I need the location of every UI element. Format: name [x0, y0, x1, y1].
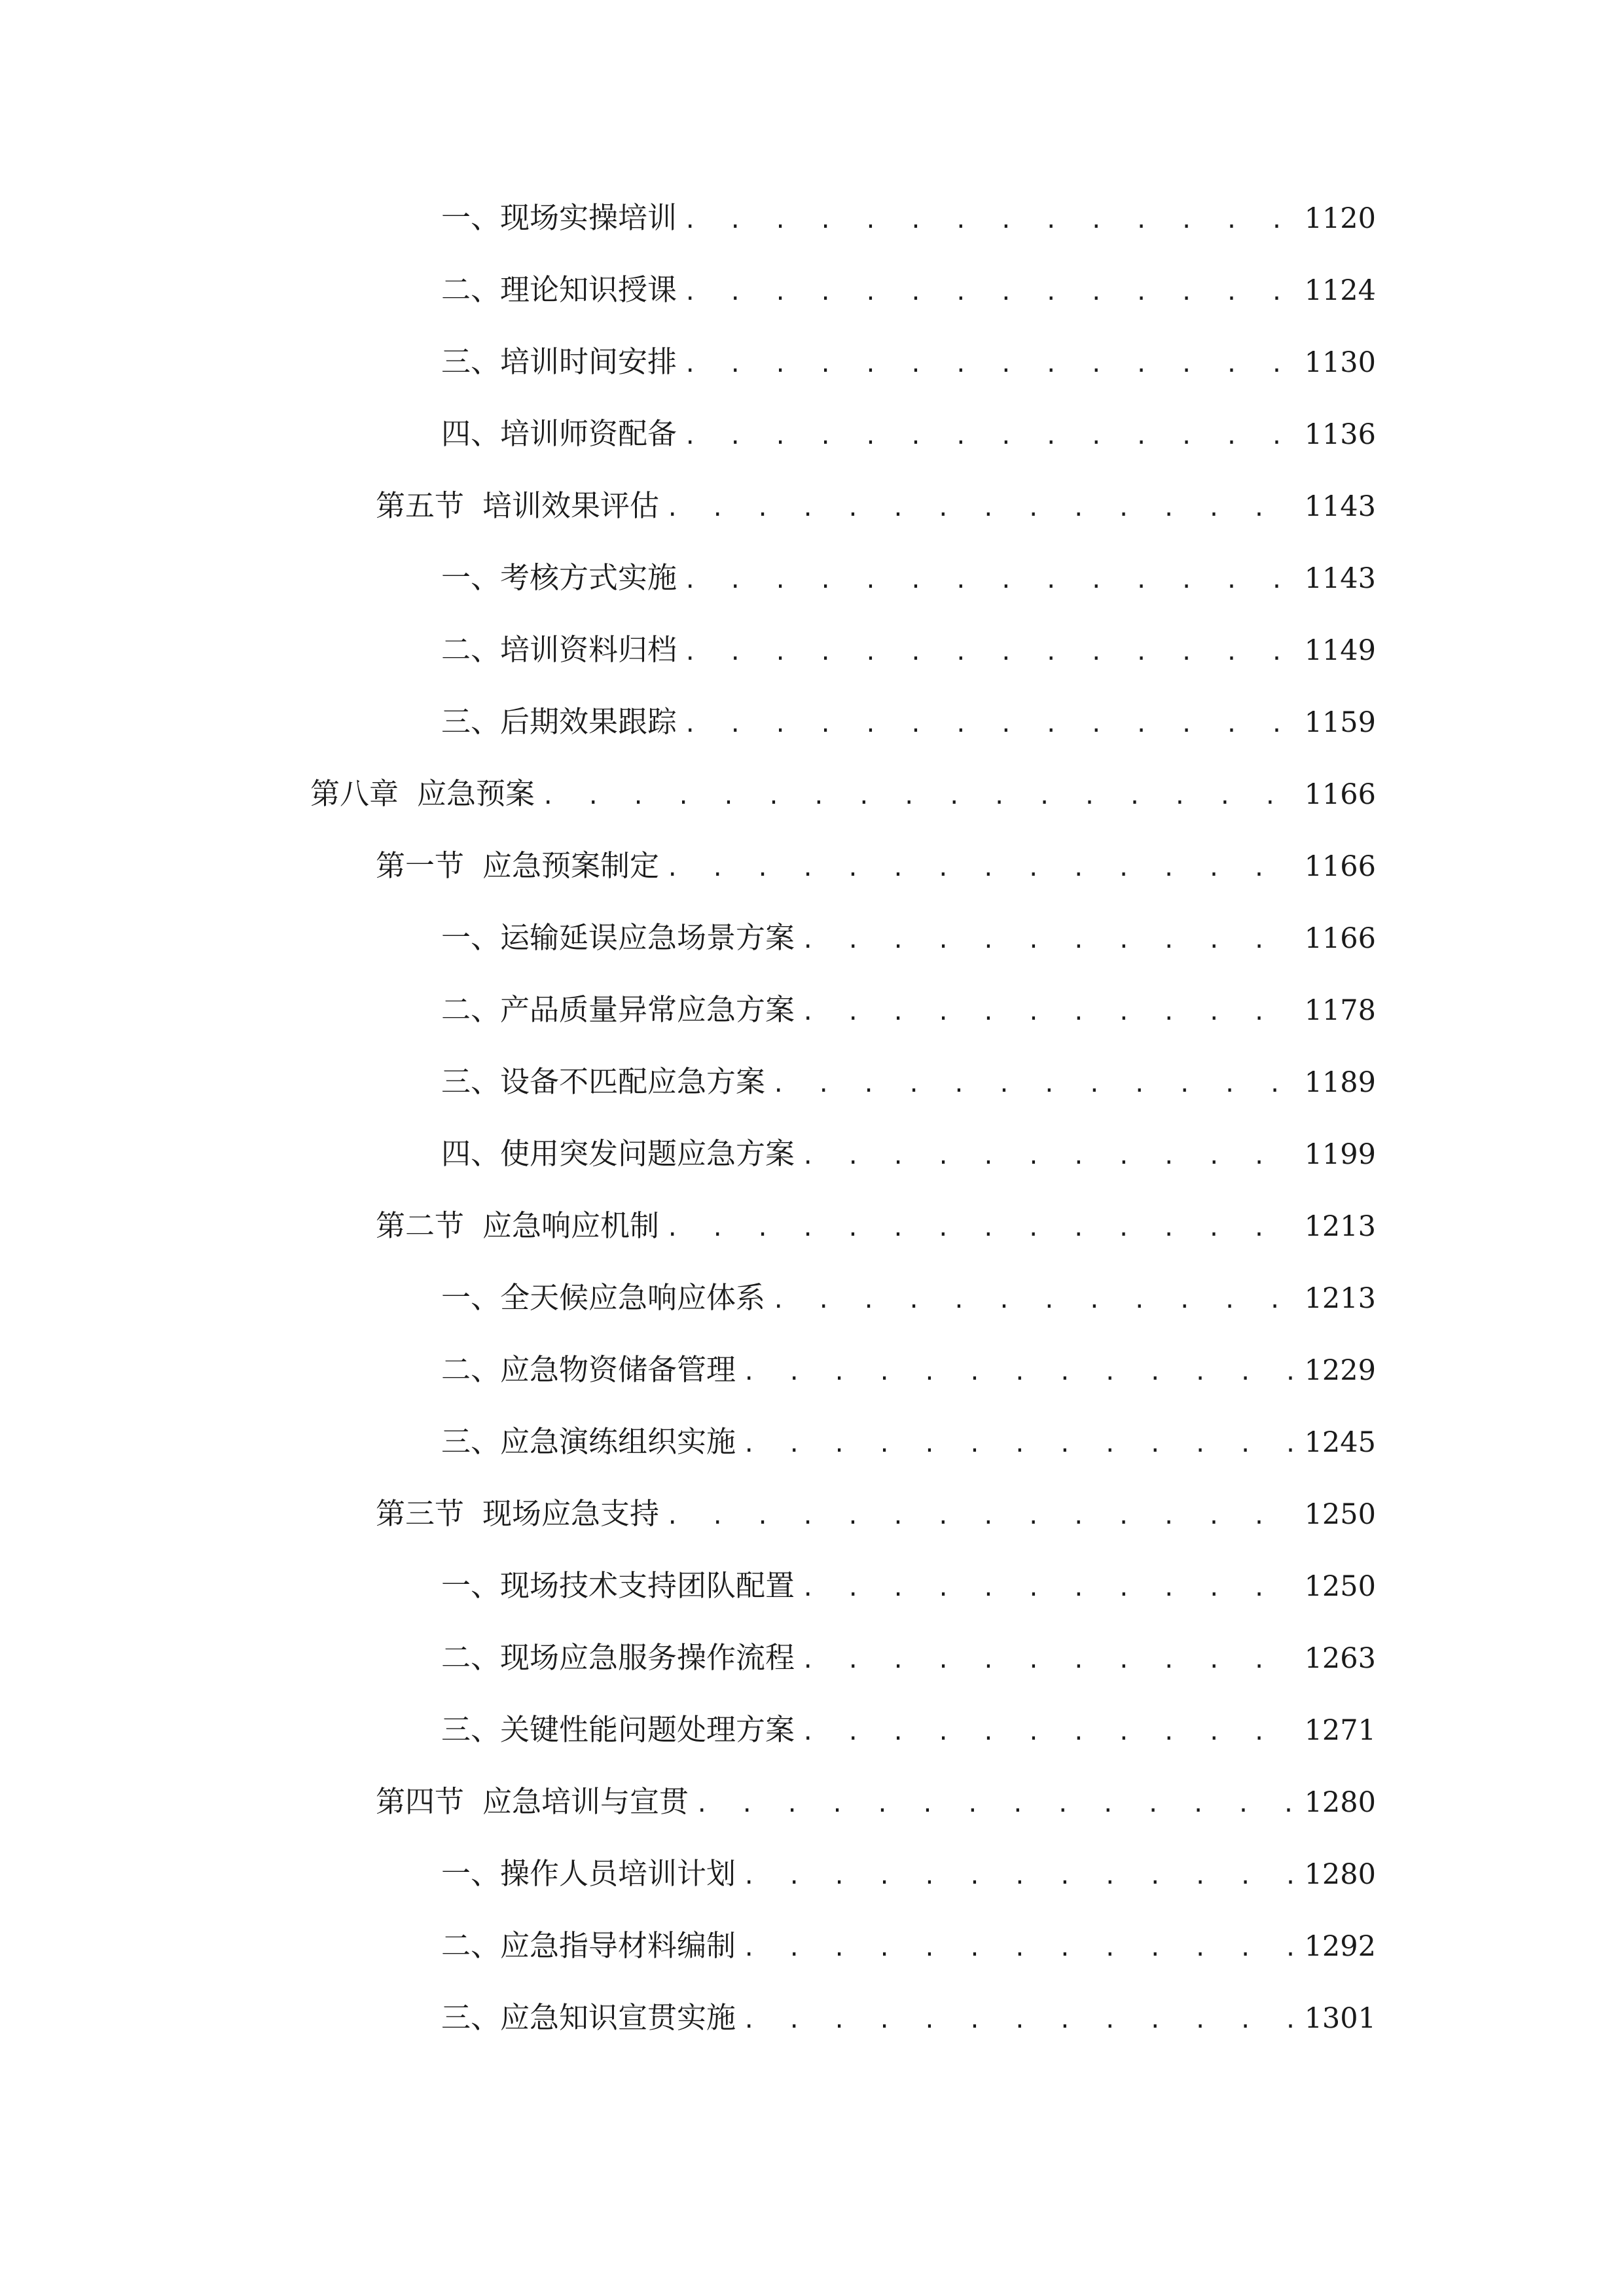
toc-entry[interactable] — [441, 1563, 1376, 1609]
toc-marker: 二、 — [441, 1352, 501, 1387]
toc-marker: 一、 — [441, 1568, 501, 1603]
toc-title: 关键性能问题处理方案 — [500, 1712, 795, 1747]
toc-entry[interactable] — [441, 1851, 1376, 1897]
dot-leader — [801, 1638, 1298, 1683]
toc-marker: 二、 — [441, 632, 501, 667]
toc-marker: 一、 — [441, 920, 501, 955]
toc-title: 考核方式实施 — [500, 560, 677, 595]
toc-entry[interactable] — [441, 1059, 1376, 1105]
toc-marker: 第五节 — [376, 488, 465, 523]
dot-leader — [666, 1494, 1298, 1539]
toc-page-number: 1120 — [1304, 202, 1376, 235]
toc-title: 应急指导材料编制 — [500, 1928, 736, 1963]
toc-page-number: 1124 — [1304, 274, 1376, 307]
toc-title: 应急响应机制 — [482, 1208, 660, 1243]
dot-leader — [683, 270, 1298, 315]
toc-page-number: 1271 — [1304, 1714, 1376, 1747]
toc-entry[interactable] — [441, 1923, 1376, 1969]
toc-title: 培训时间安排 — [500, 344, 677, 379]
toc-title: 应急知识宣贯实施 — [500, 2000, 736, 2035]
toc-entry[interactable] — [441, 987, 1376, 1033]
dot-leader — [666, 846, 1298, 891]
toc-page-number: 1143 — [1304, 562, 1376, 595]
toc-marker: 二、 — [441, 1928, 501, 1963]
dot-leader — [683, 702, 1298, 747]
dot-leader — [541, 774, 1298, 819]
toc-marker: 第四节 — [376, 1784, 465, 1819]
dot-leader — [742, 1854, 1298, 1899]
dot-leader — [742, 1998, 1298, 2043]
toc-title: 应急演练组织实施 — [500, 1424, 736, 1459]
dot-leader — [695, 1782, 1298, 1827]
toc-entry[interactable] — [441, 267, 1376, 313]
toc-entry[interactable] — [376, 843, 1376, 889]
toc-entry[interactable] — [441, 1347, 1376, 1393]
dot-leader — [742, 1926, 1298, 1971]
toc-entry[interactable] — [441, 699, 1376, 745]
toc-marker: 第三节 — [376, 1496, 465, 1531]
toc-marker: 四、 — [441, 416, 501, 451]
toc-marker: 三、 — [441, 704, 501, 739]
toc-marker: 一、 — [441, 1856, 501, 1891]
toc-page-number: 1229 — [1304, 1354, 1376, 1387]
toc-title: 设备不匹配应急方案 — [500, 1064, 766, 1099]
toc-page-number: 1143 — [1304, 490, 1376, 523]
toc-marker: 二、 — [441, 992, 501, 1027]
toc-page-number: 1166 — [1304, 850, 1376, 883]
dot-leader — [801, 990, 1298, 1035]
toc-marker: 第二节 — [376, 1208, 465, 1243]
toc-entry[interactable] — [376, 1491, 1376, 1537]
dot-leader — [683, 342, 1298, 387]
toc-page-number: 1130 — [1304, 346, 1376, 379]
toc-entry[interactable] — [441, 1635, 1376, 1681]
toc-page-number: 1280 — [1304, 1858, 1376, 1891]
toc-title: 使用突发问题应急方案 — [500, 1136, 795, 1171]
toc-marker: 第一节 — [376, 848, 465, 883]
toc-entry[interactable] — [441, 1131, 1376, 1177]
toc-title: 应急预案制定 — [482, 848, 660, 883]
toc-entry[interactable] — [441, 1707, 1376, 1753]
toc-marker: 三、 — [441, 1064, 501, 1099]
toc-title: 后期效果跟踪 — [500, 704, 677, 739]
toc-entry[interactable] — [376, 1203, 1376, 1249]
toc-page-number: 1199 — [1304, 1138, 1376, 1171]
toc-title: 现场技术支持团队配置 — [500, 1568, 795, 1603]
toc-marker: 三、 — [441, 1424, 501, 1459]
toc-page-number: 1292 — [1304, 1930, 1376, 1963]
toc-entry[interactable] — [441, 195, 1376, 241]
toc-entry[interactable] — [441, 555, 1376, 601]
toc-page-number: 1166 — [1304, 922, 1376, 955]
toc-title: 应急预案 — [417, 776, 535, 811]
dot-leader — [683, 198, 1298, 243]
toc-page-number: 1178 — [1304, 994, 1376, 1027]
toc-title: 应急培训与宣贯 — [482, 1784, 689, 1819]
toc-entry[interactable] — [376, 1779, 1376, 1825]
toc-title: 理论知识授课 — [500, 272, 677, 307]
dot-leader — [801, 1134, 1298, 1179]
dot-leader — [772, 1278, 1298, 1323]
toc-page-number: 1245 — [1304, 1426, 1376, 1459]
toc-page-number: 1250 — [1304, 1498, 1376, 1531]
toc-marker: 二、 — [441, 272, 501, 307]
toc-title: 现场应急服务操作流程 — [500, 1640, 795, 1675]
dot-leader — [666, 486, 1298, 531]
dot-leader — [683, 558, 1298, 603]
dot-leader — [801, 918, 1298, 963]
toc-marker: 第八章 — [310, 776, 399, 811]
toc-marker: 一、 — [441, 200, 501, 235]
toc-title: 应急物资储备管理 — [500, 1352, 736, 1387]
dot-leader — [801, 1566, 1298, 1611]
toc-entry[interactable] — [441, 915, 1376, 961]
toc-title: 培训效果评估 — [482, 488, 660, 523]
dot-leader — [772, 1062, 1298, 1107]
toc-page-number: 1280 — [1304, 1786, 1376, 1819]
toc-title: 现场应急支持 — [482, 1496, 660, 1531]
toc-page-number: 1189 — [1304, 1066, 1376, 1099]
toc-title: 现场实操培训 — [500, 200, 677, 235]
toc-marker: 三、 — [441, 2000, 501, 2035]
dot-leader — [801, 1710, 1298, 1755]
toc-title: 培训资料归档 — [500, 632, 677, 667]
toc-page-number: 1213 — [1304, 1210, 1376, 1243]
dot-leader — [683, 630, 1298, 675]
toc-entry[interactable] — [441, 1275, 1376, 1321]
toc-page-number: 1213 — [1304, 1282, 1376, 1315]
toc-marker: 一、 — [441, 1280, 501, 1315]
toc-entry[interactable] — [441, 627, 1376, 673]
toc-entry[interactable] — [441, 1419, 1376, 1465]
toc-marker: 二、 — [441, 1640, 501, 1675]
toc-entry[interactable] — [441, 411, 1376, 457]
toc-page-number: 1301 — [1304, 2002, 1376, 2035]
toc-page-number: 1149 — [1304, 634, 1376, 667]
toc-title: 培训师资配备 — [500, 416, 677, 451]
toc-page-number: 1250 — [1304, 1570, 1376, 1603]
toc-entry-chapter[interactable] — [310, 771, 1376, 817]
toc-page-number: 1136 — [1304, 418, 1376, 451]
toc-marker: 三、 — [441, 1712, 501, 1747]
toc-entry[interactable] — [441, 339, 1376, 385]
toc-page-number: 1263 — [1304, 1642, 1376, 1675]
toc-entry[interactable] — [376, 483, 1376, 529]
dot-leader — [683, 414, 1298, 459]
toc-title: 操作人员培训计划 — [500, 1856, 736, 1891]
toc-title: 运输延误应急场景方案 — [500, 920, 795, 955]
toc-title: 全天候应急响应体系 — [500, 1280, 766, 1315]
toc-page-number: 1166 — [1304, 778, 1376, 811]
toc-title: 产品质量异常应急方案 — [500, 992, 795, 1027]
toc-page-number: 1159 — [1304, 706, 1376, 739]
toc-marker: 三、 — [441, 344, 501, 379]
dot-leader — [742, 1422, 1298, 1467]
dot-leader — [666, 1206, 1298, 1251]
dot-leader — [742, 1350, 1298, 1395]
toc-marker: 四、 — [441, 1136, 501, 1171]
toc-marker: 一、 — [441, 560, 501, 595]
toc-entry[interactable] — [441, 1995, 1376, 2041]
